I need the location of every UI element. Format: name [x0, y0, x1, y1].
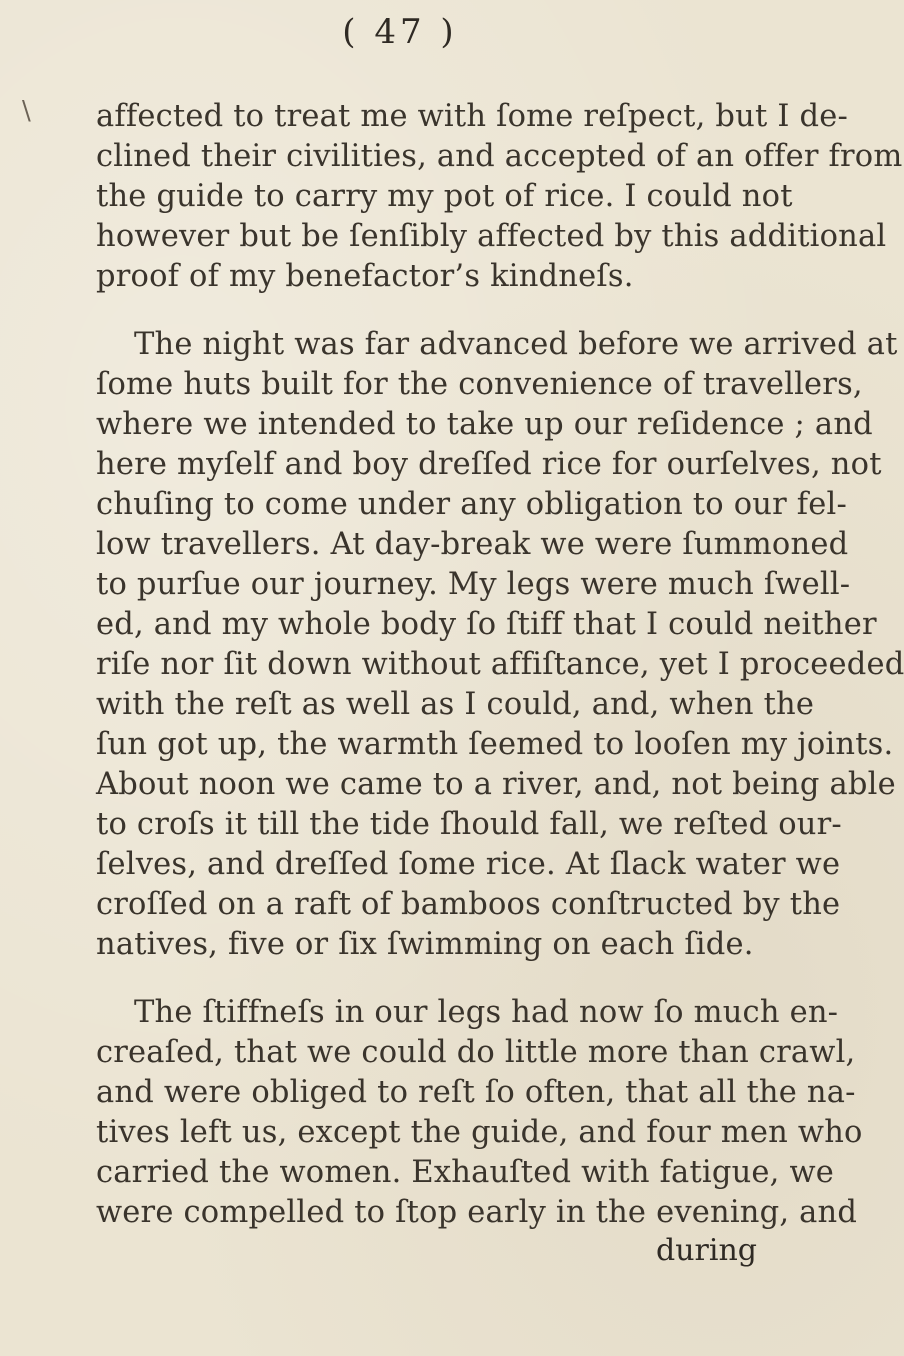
text-line: creaſed, that we could do little more than crawl, — [96, 1035, 856, 1070]
text-line: here myſelf and boy dreſſed rice for ourſelves, not — [96, 447, 882, 482]
text-line: ed, and my whole body ſo ſtiff that I could neither — [96, 607, 877, 642]
text-line: the guide to carry my pot of rice. I could not — [96, 179, 793, 214]
text-line: low travellers. At day-break we were ſummoned — [96, 527, 849, 562]
text-line: to purſue our journey. My legs were much ſwell- — [96, 567, 851, 602]
text-line: croſſed on a raft of bamboos conſtructed by the — [96, 887, 841, 922]
text-line: ſun got up, the warmth ſeemed to looſen my joints. — [96, 727, 894, 762]
text-line: ſelves, and dreſſed ſome rice. At ſlack water we — [96, 847, 841, 882]
text-line: affected to treat me with ſome reſpect, but I de- — [96, 99, 848, 134]
text-line: The ſtiffneſs in our legs had now ſo much en- — [134, 995, 839, 1030]
page-number: ( 47 ) — [342, 12, 458, 52]
text-line: The night was far advanced before we arrived at — [134, 327, 898, 362]
text-line: tives left us, except the guide, and four men who — [96, 1115, 863, 1150]
text-line: proof of my benefactor’s kindneſs. — [96, 259, 634, 294]
text-line: to croſs it till the tide ſhould fall, we reſted our- — [96, 807, 842, 842]
text-line: with the reſt as well as I could, and, when the — [96, 687, 815, 722]
text-line: where we intended to take up our reſidence ; and — [96, 407, 873, 442]
text-line: and were obliged to reſt ſo often, that all the na- — [96, 1075, 856, 1110]
text-line: About noon we came to a river, and, not being able — [96, 767, 896, 802]
text-line: however but be ſenſibly affected by this additional — [96, 219, 887, 254]
text-line: chuſing to come under any obligation to our fel- — [96, 487, 847, 522]
text-line: were compelled to ſtop early in the evening, and — [96, 1195, 858, 1230]
text-line: carried the women. Exhauſted with fatigue, we — [96, 1155, 835, 1190]
text-line: natives, five or ſix ſwimming on each ſide. — [96, 927, 754, 962]
catchword: during — [656, 1233, 757, 1268]
margin-tick-mark: \ — [22, 96, 31, 126]
text-line: ſome huts built for the convenience of travellers, — [96, 367, 863, 402]
text-line: riſe nor ſit down without affiſtance, yet I proceeded — [96, 647, 904, 682]
text-line: clined their civilities, and accepted of an offer from — [96, 139, 903, 174]
